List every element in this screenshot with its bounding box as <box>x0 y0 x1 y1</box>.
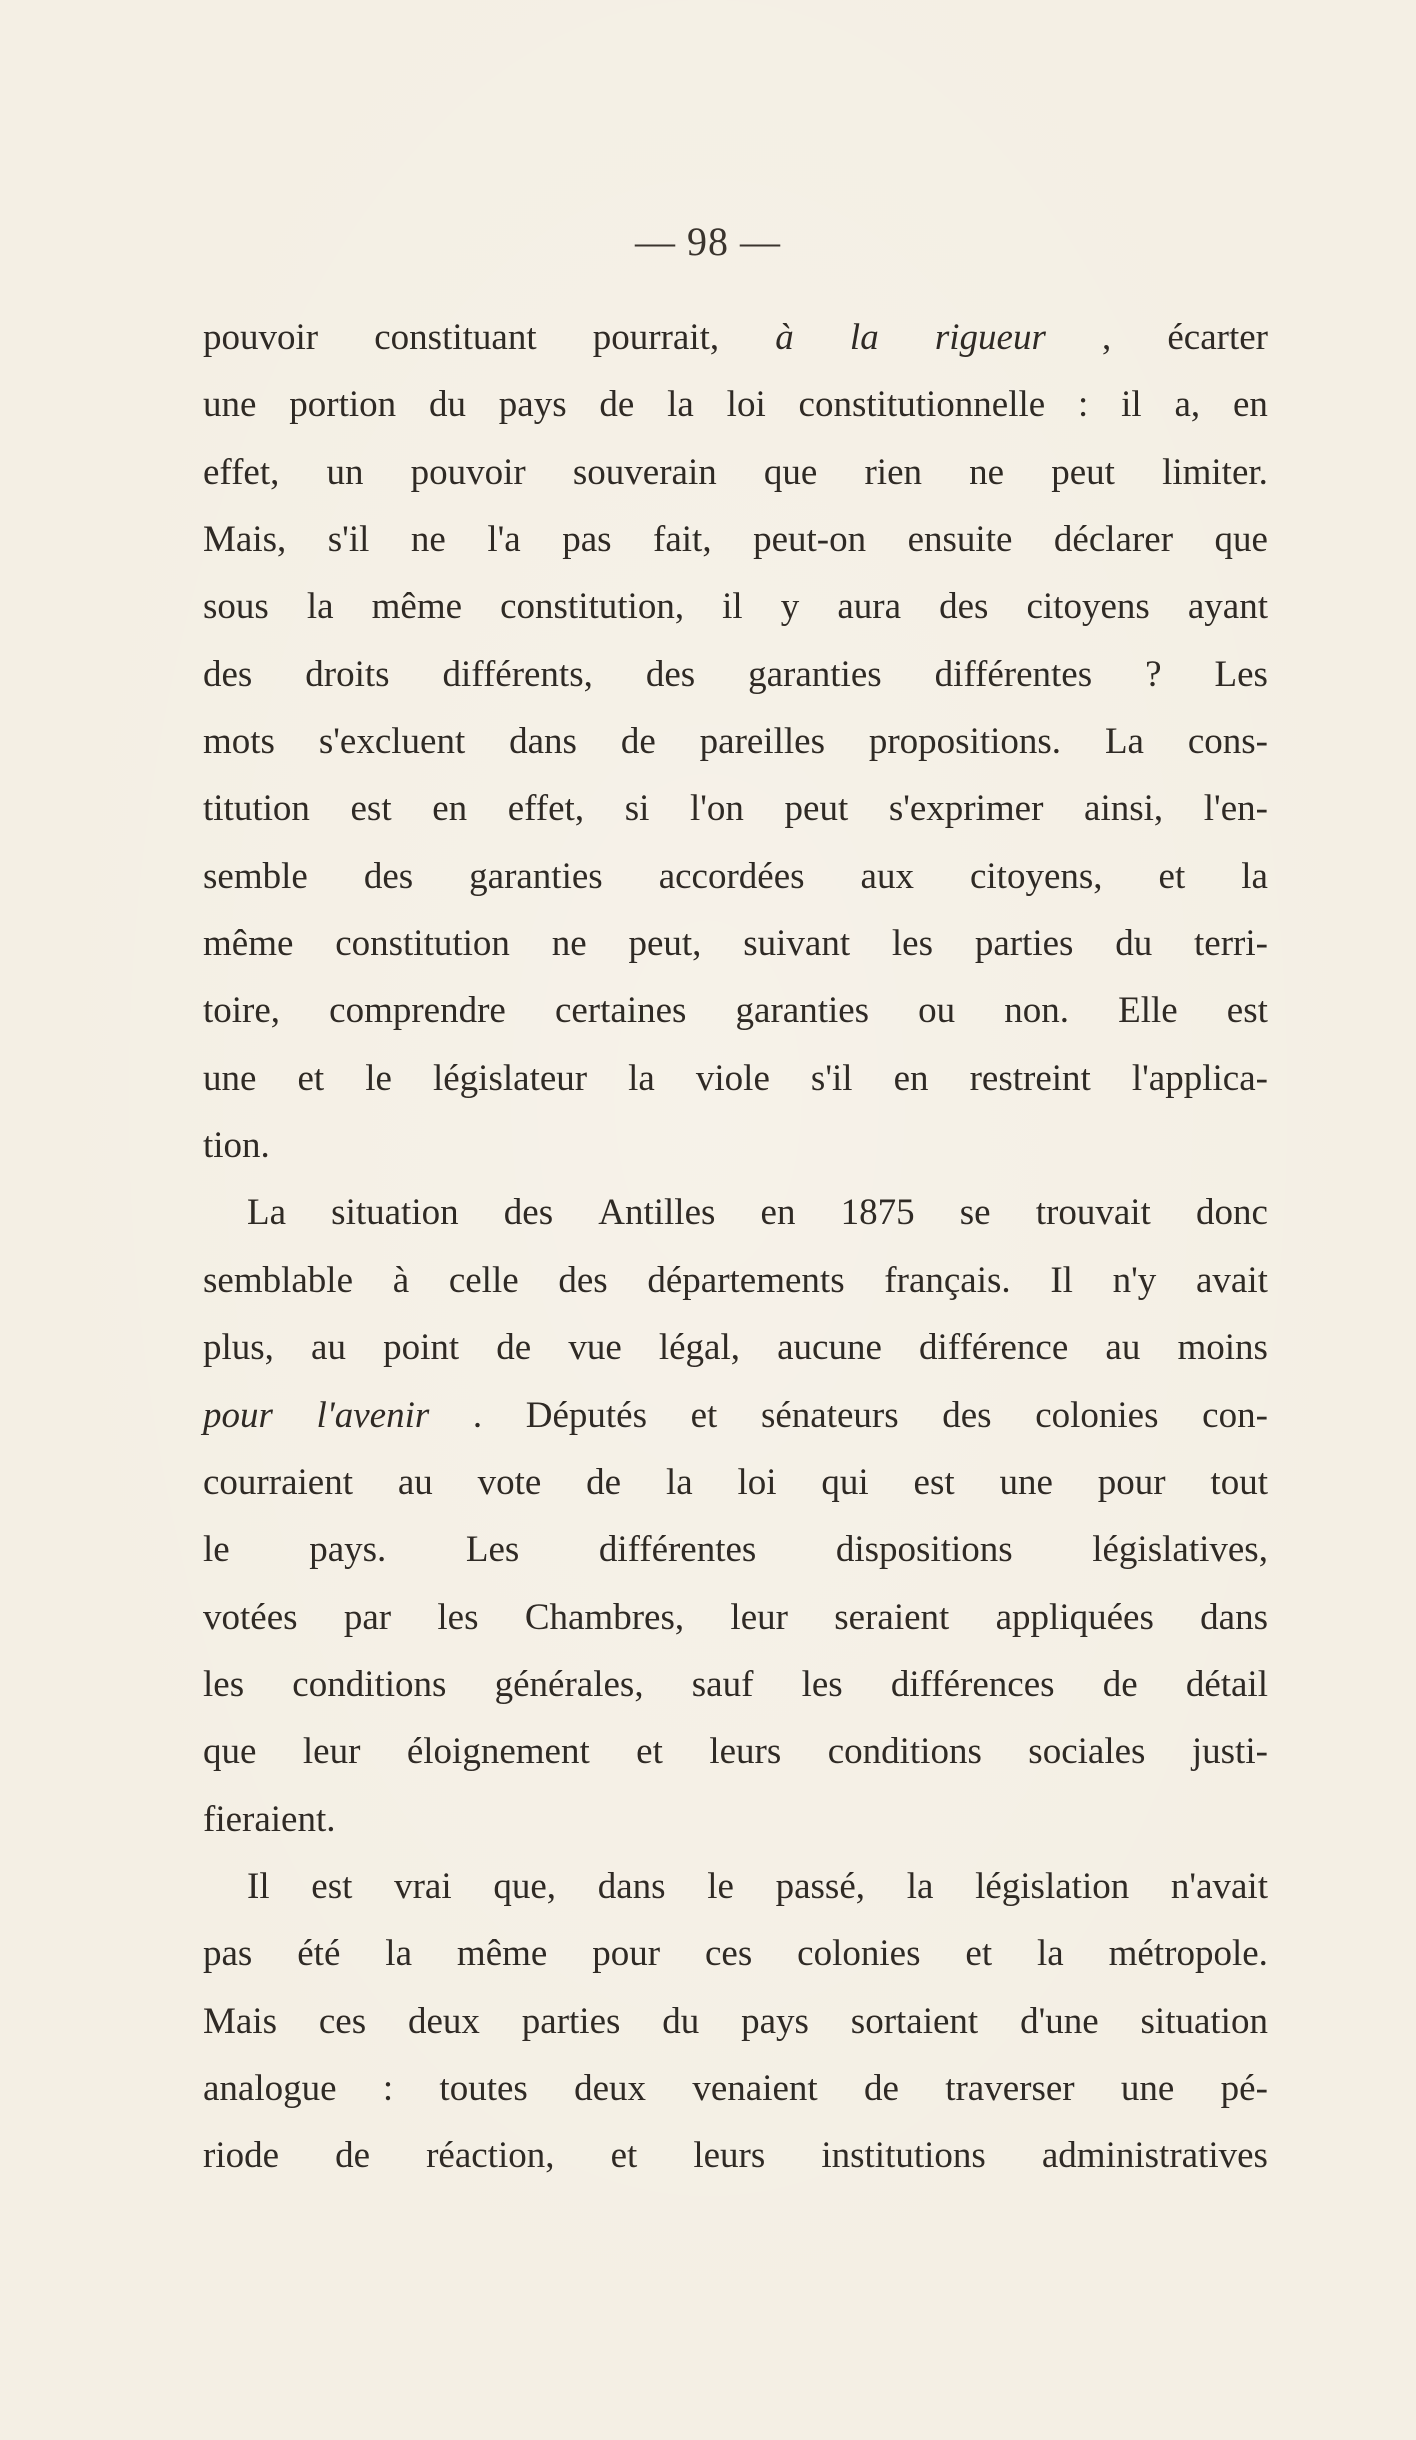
word: La <box>247 1192 287 1234</box>
word: garanties <box>748 653 882 695</box>
word: dans <box>597 1865 666 1907</box>
word: est <box>350 788 392 830</box>
word: courraient <box>203 1461 353 1503</box>
word: français. <box>884 1259 1011 1301</box>
word: effet, <box>203 451 280 493</box>
word: ces <box>705 1933 753 1975</box>
word: titution <box>203 788 310 830</box>
word: passé, <box>775 1865 865 1907</box>
text-line <box>203 1988 1268 2055</box>
word: appliquées <box>995 1596 1154 1638</box>
word: ces <box>318 2000 367 2042</box>
word: restreint <box>969 1057 1091 1099</box>
word: en <box>893 1057 929 1099</box>
word: vue <box>568 1327 622 1369</box>
word: détail <box>1185 1663 1268 1705</box>
word: des <box>942 1394 992 1436</box>
word: différentes <box>598 1529 757 1571</box>
word: une <box>203 384 257 426</box>
word: justi- <box>1191 1731 1268 1773</box>
word: limiter. <box>1162 451 1268 493</box>
word: vrai <box>394 1865 452 1907</box>
word: légal, <box>658 1327 741 1369</box>
word: la <box>628 1057 655 1099</box>
word: sénateurs <box>760 1394 899 1436</box>
italic-word: pour <box>203 1394 273 1436</box>
word: de <box>599 384 635 426</box>
word: citoyens, <box>969 855 1103 897</box>
word: du <box>428 384 466 426</box>
word: la <box>1241 855 1268 897</box>
word: tout <box>1210 1461 1268 1503</box>
word: constitution <box>335 923 510 965</box>
italic-word: à <box>775 317 794 358</box>
word: pays. <box>309 1529 387 1571</box>
word: qui <box>821 1461 869 1503</box>
text-line <box>203 1853 1268 1920</box>
text-line <box>203 1112 1268 1179</box>
word: celle <box>448 1259 519 1301</box>
word: situation <box>1140 2000 1268 2042</box>
word: ainsi, <box>1084 788 1164 830</box>
word: terri- <box>1194 923 1268 965</box>
word: pas <box>203 1933 253 1975</box>
word: le <box>365 1057 392 1099</box>
word: dispositions <box>835 1529 1013 1571</box>
word: deux <box>574 2067 647 2109</box>
word: cons- <box>1187 721 1268 763</box>
word: : <box>382 2067 394 2109</box>
text-line <box>203 1651 1268 1718</box>
word: donc <box>1195 1192 1268 1234</box>
word: constitution, <box>500 586 685 628</box>
word: et <box>1158 855 1186 897</box>
word: mots <box>203 721 275 763</box>
word: par <box>343 1596 392 1638</box>
word: y <box>780 586 800 628</box>
word: sortaient <box>850 2000 979 2042</box>
word: réaction, <box>426 2135 555 2177</box>
word: pouvoir <box>203 317 319 358</box>
word: colonies <box>1035 1394 1159 1436</box>
word: accordées <box>658 855 805 897</box>
word: dans <box>1200 1596 1268 1638</box>
word: est <box>311 1865 353 1907</box>
word: effet, <box>507 788 585 830</box>
word: viole <box>695 1057 770 1099</box>
text-line <box>203 1314 1268 1381</box>
word: analogue <box>203 2067 337 2109</box>
word: à <box>392 1259 410 1301</box>
word: s'il <box>327 519 370 561</box>
word: aux <box>860 855 914 897</box>
word: législateur <box>432 1057 588 1099</box>
word: loi <box>737 1461 777 1503</box>
word: les <box>891 923 934 965</box>
word: au <box>311 1327 346 1369</box>
word: d'une <box>1020 2000 1099 2042</box>
word: La <box>1104 721 1144 763</box>
word: de <box>335 2135 371 2177</box>
text-line <box>203 775 1268 842</box>
word: constitutionnelle <box>798 384 1046 426</box>
word: de <box>586 1461 622 1503</box>
word: conditions <box>827 1731 982 1773</box>
word: s'il <box>810 1057 853 1099</box>
word: peut <box>1051 451 1115 493</box>
word: l'on <box>689 788 744 830</box>
word: seraient <box>834 1596 950 1638</box>
word: pouvoir <box>410 451 526 493</box>
word: éloignement <box>406 1731 590 1773</box>
word: pour <box>1097 1461 1166 1503</box>
word: constituant <box>374 317 537 358</box>
word: deux <box>407 2000 480 2042</box>
word: fait, <box>653 519 712 561</box>
word: trouvait <box>1035 1192 1151 1234</box>
word: il <box>1121 384 1142 426</box>
word: aucune <box>777 1327 882 1369</box>
page-number: — 98 — <box>635 219 781 264</box>
word: générales, <box>494 1663 644 1705</box>
word: pourrait, <box>592 317 720 358</box>
text-line <box>203 573 1268 640</box>
word: tion. <box>203 1125 270 1167</box>
word: même <box>456 1933 548 1975</box>
word: une <box>1120 2067 1175 2109</box>
word: semble <box>203 855 308 897</box>
text-line <box>203 2055 1268 2122</box>
word: pays <box>741 2000 809 2042</box>
word: sous <box>203 586 269 628</box>
word: toire, <box>203 990 281 1032</box>
word: pas <box>562 519 612 561</box>
word: droits <box>305 653 390 695</box>
word: rien <box>864 451 922 493</box>
word: différents, <box>442 653 593 695</box>
word: avait <box>1195 1259 1268 1301</box>
word: la <box>667 384 694 426</box>
word: législatives, <box>1092 1529 1268 1571</box>
word: parties <box>974 923 1074 965</box>
word: les <box>437 1596 479 1638</box>
word: propositions. <box>868 721 1062 763</box>
word: n'avait <box>1170 1865 1268 1907</box>
word: même <box>371 586 463 628</box>
word: écarter <box>1167 317 1268 358</box>
word: la <box>1037 1933 1064 1975</box>
word: des <box>645 653 696 695</box>
text-line <box>203 843 1268 910</box>
word: Il <box>1050 1259 1073 1301</box>
text-line <box>203 1449 1268 1516</box>
word: a, <box>1174 384 1201 426</box>
text-line <box>203 1247 1268 1314</box>
word: le <box>203 1529 230 1571</box>
word: portion <box>289 384 397 426</box>
word: pé- <box>1220 2067 1268 2109</box>
word: con- <box>1202 1394 1268 1436</box>
word: traverser <box>945 2067 1075 2109</box>
word: ensuite <box>907 519 1013 561</box>
text-line <box>203 506 1268 573</box>
word: que <box>763 451 818 493</box>
word: ne <box>410 519 446 561</box>
text-line <box>203 1382 1268 1449</box>
word: pour <box>592 1933 661 1975</box>
word: différence <box>919 1327 1069 1369</box>
word: départements <box>647 1259 845 1301</box>
word: et <box>636 1731 663 1773</box>
word: aura <box>837 586 902 628</box>
word: semblable <box>203 1259 354 1301</box>
word: leur <box>730 1596 788 1638</box>
word: l'applica- <box>1131 1057 1268 1099</box>
word: . <box>472 1394 483 1436</box>
word: dans <box>509 721 577 763</box>
text-line <box>203 1179 1268 1246</box>
text-line <box>203 1786 1268 1853</box>
word: citoyens <box>1026 586 1150 628</box>
word: toutes <box>439 2067 528 2109</box>
word: différences <box>890 1663 1055 1705</box>
text-line <box>203 641 1268 708</box>
word: la <box>665 1461 693 1503</box>
word: si <box>624 788 650 830</box>
word: comprendre <box>329 990 506 1032</box>
word: ne <box>551 923 587 965</box>
word: est <box>1226 990 1268 1032</box>
word: moins <box>1177 1327 1268 1369</box>
word: Chambres, <box>524 1596 685 1638</box>
word: se <box>959 1192 991 1234</box>
word: institutions <box>821 2135 986 2177</box>
word: Il <box>247 1865 270 1907</box>
word: différentes <box>934 653 1093 695</box>
word: fieraient. <box>203 1798 336 1840</box>
word: et <box>610 2135 638 2177</box>
word: peut <box>784 788 849 830</box>
word: que <box>1214 519 1268 561</box>
text-line <box>203 1718 1268 1785</box>
word: l'a <box>487 519 521 561</box>
word: ayant <box>1187 586 1268 628</box>
word: , <box>1101 317 1112 358</box>
word: que <box>203 1731 257 1773</box>
word: 1875 <box>840 1192 915 1234</box>
word: situation <box>331 1192 459 1234</box>
text-line <box>203 1045 1268 1112</box>
word: métropole. <box>1108 1933 1268 1975</box>
word: colonies <box>797 1933 921 1975</box>
word: pays <box>498 384 567 426</box>
text-line <box>203 1516 1268 1583</box>
word: des <box>558 1259 608 1301</box>
word: Antilles <box>598 1192 716 1234</box>
word: leurs <box>709 1731 782 1773</box>
word: Députés <box>525 1394 647 1436</box>
word: garanties <box>735 990 870 1032</box>
word: sociales <box>1028 1731 1146 1773</box>
word: plus, <box>203 1327 274 1369</box>
word: de <box>1102 1663 1138 1705</box>
word: de <box>620 721 656 763</box>
word: Elle <box>1118 990 1178 1032</box>
word: et <box>690 1394 718 1436</box>
word: garanties <box>469 855 603 897</box>
word: de <box>496 1327 532 1369</box>
word: Les <box>1214 653 1268 695</box>
text-line <box>203 304 1268 371</box>
word: et <box>965 1933 993 1975</box>
word: les <box>801 1663 843 1705</box>
word: riode <box>203 2135 280 2177</box>
word: du <box>1115 923 1153 965</box>
text-line <box>203 1584 1268 1651</box>
word: législation <box>975 1865 1130 1907</box>
text-line <box>203 910 1268 977</box>
word: souverain <box>572 451 717 493</box>
word: votées <box>203 1596 298 1638</box>
word: été <box>297 1933 341 1975</box>
word: s'exprimer <box>888 788 1044 830</box>
word: au <box>1105 1327 1141 1369</box>
word: que, <box>493 1865 556 1907</box>
word: des <box>939 586 989 628</box>
word: un <box>326 451 364 493</box>
word: en <box>432 788 468 830</box>
text-line <box>203 439 1268 506</box>
word: l'en- <box>1203 788 1268 830</box>
word: s'excluent <box>318 721 466 763</box>
word: sauf <box>691 1663 754 1705</box>
word: le <box>707 1865 734 1907</box>
word: en <box>1232 384 1268 426</box>
word: certaines <box>554 990 687 1032</box>
word: non. <box>1004 990 1070 1032</box>
text-line <box>203 2122 1268 2189</box>
word: des <box>203 653 253 695</box>
word: la <box>906 1865 934 1907</box>
italic-word: la <box>849 317 879 358</box>
word: et <box>297 1057 325 1099</box>
word: suivant <box>743 923 851 965</box>
word: une <box>203 1057 257 1099</box>
word: Mais <box>203 2000 277 2042</box>
word: ? <box>1145 653 1162 695</box>
word: au <box>397 1461 433 1503</box>
word: des <box>363 855 414 897</box>
word: : <box>1077 384 1089 426</box>
word: point <box>383 1327 460 1369</box>
word: leurs <box>693 2135 766 2177</box>
word: déclarer <box>1053 519 1174 561</box>
word: loi <box>726 384 766 426</box>
word: parties <box>521 2000 621 2042</box>
text-line <box>203 371 1268 438</box>
body-text <box>203 304 1268 2190</box>
word: les <box>203 1663 245 1705</box>
word: ou <box>918 990 956 1032</box>
word: la <box>306 586 334 628</box>
word: la <box>385 1933 412 1975</box>
word: administratives <box>1041 2135 1268 2177</box>
word: est <box>913 1461 955 1503</box>
text-line <box>203 1920 1268 1987</box>
word: du <box>662 2000 700 2042</box>
word: en <box>760 1192 796 1234</box>
word: venaient <box>692 2067 818 2109</box>
text-line <box>203 708 1268 775</box>
word: peut-on <box>753 519 867 561</box>
word: il <box>722 586 743 628</box>
word: même <box>203 923 294 965</box>
word: Les <box>465 1529 520 1571</box>
word: des <box>503 1192 554 1234</box>
text-line <box>203 977 1268 1044</box>
word: pareilles <box>699 721 825 763</box>
italic-word: l'avenir <box>316 1394 430 1436</box>
word: conditions <box>292 1663 447 1705</box>
word: Mais, <box>203 519 287 561</box>
word: une <box>999 1461 1053 1503</box>
word: leur <box>302 1731 361 1773</box>
word: n'y <box>1112 1259 1157 1301</box>
italic-word: rigueur <box>934 317 1046 358</box>
word: peut, <box>628 923 702 965</box>
word: de <box>863 2067 899 2109</box>
word: ne <box>969 451 1005 493</box>
word: vote <box>477 1461 542 1503</box>
